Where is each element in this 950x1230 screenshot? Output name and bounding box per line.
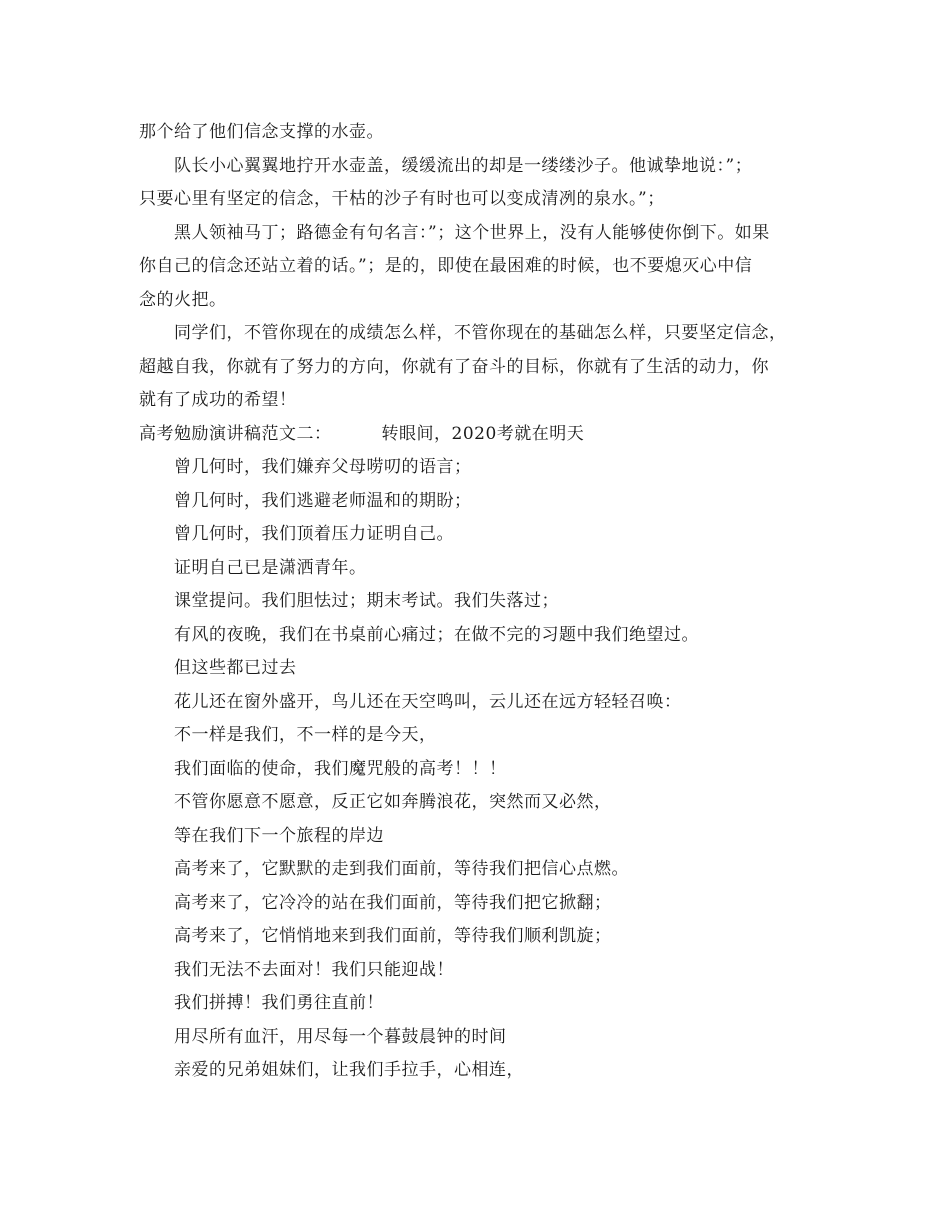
poem-section [139, 451, 839, 1088]
poem-line: 证明自己已是潇洒青年。 [174, 557, 367, 578]
poem-line: 高考来了，它冷冷的站在我们面前，等待我们把它掀翻； [174, 892, 612, 913]
text-line: 念的火把。 [139, 289, 227, 310]
prose-section [139, 116, 839, 418]
text-line: 那个给了他们信念支撑的水壶。 [139, 122, 384, 142]
poem-line: 我们面临的使命，我们魔咒般的高考！！！ [174, 758, 507, 779]
text-line: 超越自我，你就有了努力的方向，你就有了奋斗的目标，你就有了生活的动力，你 [139, 356, 769, 377]
poem-line: 不一样是我们，不一样的是今天， [174, 725, 437, 745]
poem-line: 我们无法不去面对！我们只能迎战！ [174, 959, 454, 980]
heading-label: 高考勉励演讲稿范文二： [139, 423, 332, 444]
section-heading [139, 418, 839, 452]
text-line: 同学们，不管你现在的成绩怎么样，不管你现在的基础怎么样，只要坚定信念， [174, 323, 787, 343]
document-body [139, 116, 839, 1088]
poem-line: 但这些都已过去 [174, 658, 297, 678]
text-line: 你自己的信念还站立着的话。”；是的，即使在最困难的时候，也不要熄灭心中信 [139, 256, 753, 276]
text-line: 只要心里有坚定的信念，干枯的沙子有时也可以变成清冽的泉水。”； [139, 189, 665, 209]
poem-line: 不管你愿意不愿意，反正它如奔腾浪花，突然而又必然， [174, 792, 612, 812]
poem-line: 花儿还在窗外盛开，鸟儿还在天空鸣叫，云儿还在远方轻轻召唤： [174, 691, 682, 712]
poem-line: 曾几何时，我们逃避老师温和的期盼； [174, 490, 472, 511]
poem-line: 亲爱的兄弟姐妹们，让我们手拉手，心相连， [174, 1060, 524, 1080]
poem-line: 用尽所有血汗，用尽每一个暮鼓晨钟的时间 [174, 1026, 507, 1047]
heading-title: 转眼间，2020考就在明天 [381, 423, 585, 444]
poem-line: 有风的夜晚，我们在书桌前心痛过；在做不完的习题中我们绝望过。 [174, 624, 699, 645]
text-line: 队长小心翼翼地拧开水壶盖，缓缓流出的却是一缕缕沙子。他诚挚地说：”； [174, 155, 753, 176]
poem-line: 高考来了，它默默的走到我们面前，等待我们把信心点燃。 [174, 859, 629, 879]
text-line: 就有了成功的希望！ [139, 390, 297, 410]
poem-line: 我们拼搏！我们勇往直前！ [174, 993, 384, 1013]
poem-line: 高考来了，它悄悄地来到我们面前，等待我们顺利凯旋； [174, 926, 612, 946]
text-line: 黑人领袖马丁；路德金有句名言：”；这个世界上，没有人能够使你倒下。如果 [174, 222, 770, 243]
poem-line: 曾几何时，我们顶着压力证明自己。 [174, 524, 454, 544]
poem-line: 曾几何时，我们嫌弃父母唠叨的语言； [174, 457, 472, 477]
poem-line: 等在我们下一个旅程的岸边 [174, 825, 384, 846]
poem-line: 课堂提问。我们胆怯过；期末考试。我们失落过； [174, 591, 559, 611]
